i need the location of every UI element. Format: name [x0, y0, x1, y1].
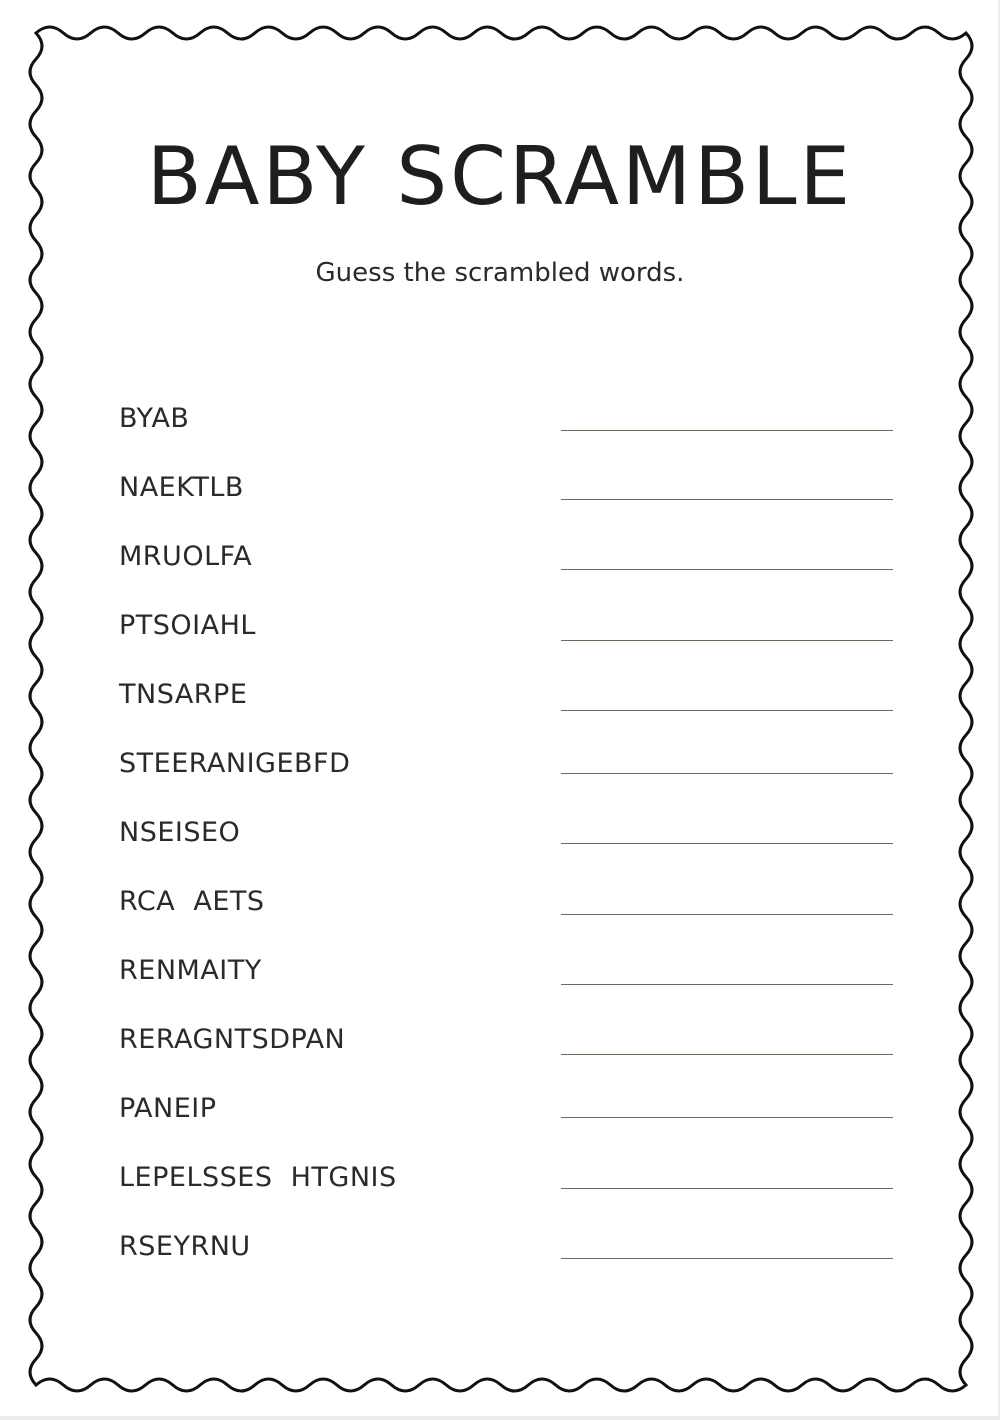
scrambled-word: RSEYRNU	[119, 1231, 251, 1262]
answer-line[interactable]	[561, 1054, 893, 1055]
scrambled-word: RCA AETS	[119, 886, 265, 917]
scrambled-word: PANEIP	[119, 1093, 217, 1124]
scrambled-word: NAEKTLB	[119, 472, 244, 503]
answer-line[interactable]	[561, 640, 893, 641]
scrambled-word: BYAB	[119, 403, 190, 434]
scrambled-word: PTSOIAHL	[119, 610, 256, 641]
scrambled-word: LEPELSSES HTGNIS	[119, 1162, 397, 1193]
answer-line[interactable]	[561, 843, 893, 844]
answer-line[interactable]	[561, 430, 893, 431]
answer-line[interactable]	[561, 710, 893, 711]
answer-line[interactable]	[561, 1117, 893, 1118]
scrambled-word: TNSARPE	[119, 679, 248, 710]
scrambled-word: MRUOLFA	[119, 541, 253, 572]
answer-line[interactable]	[561, 914, 893, 915]
answer-line[interactable]	[561, 1258, 893, 1259]
answer-line[interactable]	[561, 1188, 893, 1189]
scrambled-word: RENMAITY	[119, 955, 262, 986]
instructions: Guess the scrambled words.	[315, 258, 685, 288]
answer-line[interactable]	[561, 499, 893, 500]
scrambled-word: RERAGNTSDPAN	[119, 1024, 346, 1055]
page-title: BABY SCRAMBLE	[146, 130, 854, 223]
scrambled-word: STEERANIGEBFD	[119, 748, 351, 779]
answer-line[interactable]	[561, 984, 893, 985]
answer-line[interactable]	[561, 773, 893, 774]
scrambled-word: NSEISEO	[119, 817, 241, 848]
answer-line[interactable]	[561, 569, 893, 570]
